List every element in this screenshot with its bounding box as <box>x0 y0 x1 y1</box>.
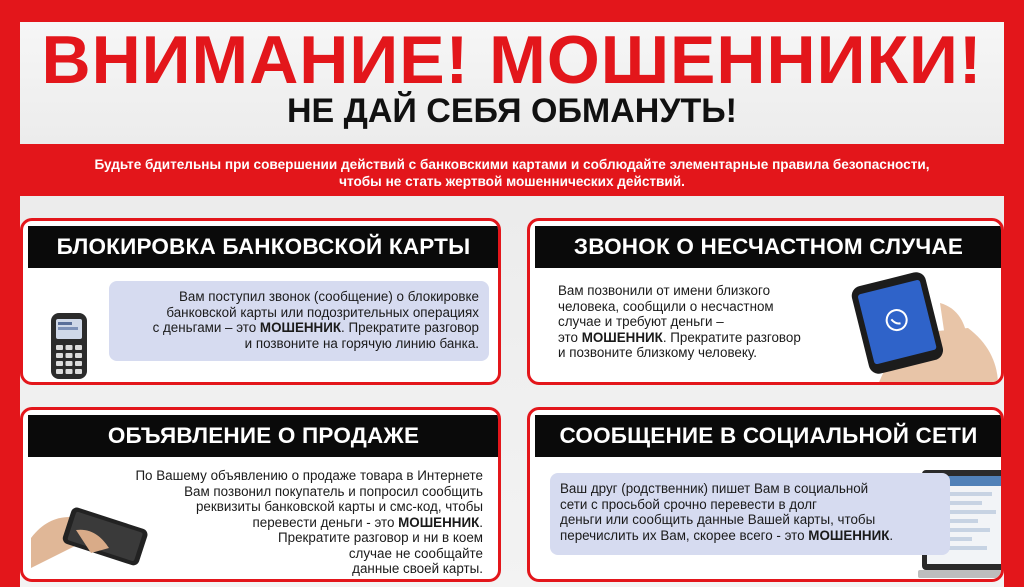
scam-keyword: МОШЕННИК <box>581 329 663 345</box>
card-text-line: сети с просьбой срочно перевести в долг <box>560 496 817 512</box>
card-card-social <box>527 407 1004 582</box>
smartphone-hand-icon <box>848 263 998 385</box>
card-text-line: и позвоните близкому человеку. <box>558 345 757 360</box>
scam-keyword: МОШЕННИК <box>259 320 342 335</box>
card-description <box>109 281 489 361</box>
card-card-block <box>20 218 501 385</box>
card-title: ЗВОНОК О НЕСЧАСТНОМ СЛУЧАЕ <box>535 226 1002 268</box>
card-text-line <box>119 320 479 336</box>
text-fragment: с деньгами – это <box>152 320 260 335</box>
card-text-line: данные своей карты. <box>352 561 483 576</box>
text-fragment: это <box>558 329 582 345</box>
card-text-line: случае и требуют деньги – <box>558 314 724 329</box>
card-text-line: Ваш друг (родственник) пишет Вам в социальной <box>560 481 869 496</box>
card-text-line: Прекратите разговор и ни в коем <box>278 530 483 545</box>
text-fragment: перевести деньги - это <box>252 514 399 530</box>
card-title: ОБЪЯВЛЕНИЕ О ПРОДАЖЕ <box>28 415 499 457</box>
text-fragment: . Прекратите разговор <box>662 329 801 345</box>
text-fragment: перечислить их Вам, скорее всего - это <box>560 527 809 543</box>
card-text-line: деньги или сообщить данные Вашей карты, чтобы <box>560 512 876 527</box>
card-text-line <box>560 528 940 544</box>
card-text-line <box>558 330 858 346</box>
card-text-line: Вам поступил звонок (сообщение) о блокировке <box>178 289 479 304</box>
card-text-line: По Вашему объявлению о продаже товара в Интернете <box>135 468 483 483</box>
card-text-line: и позвоните на горячую линию банка. <box>244 335 479 351</box>
intro-text <box>20 156 1004 190</box>
card-text-line <box>63 515 483 531</box>
text-fragment: . <box>889 527 894 543</box>
scam-keyword: МОШЕННИК <box>808 527 890 543</box>
card-text-line: Вам позвонили от имени близкого <box>558 283 771 298</box>
text-fragment: . <box>479 514 483 530</box>
card-description <box>63 468 483 577</box>
scam-keyword: МОШЕННИК <box>398 514 480 530</box>
card-text-line: банковской карты или подозрительных операциях <box>166 304 479 320</box>
cellphone-icon <box>48 311 90 381</box>
intro-line: чтобы не стать жертвой мошеннических действий. <box>339 174 685 189</box>
card-title: БЛОКИРОВКА БАНКОВСКОЙ КАРТЫ <box>28 226 499 268</box>
page-title: ВНИМАНИЕ! МОШЕННИКИ! <box>41 22 983 98</box>
text-fragment: . Прекратите разговор <box>341 320 479 335</box>
card-text-line: случае не сообщайте <box>348 545 483 561</box>
page-subtitle: НЕ ДАЙ СЕБЯ ОБМАНУТЬ! <box>286 92 738 130</box>
card-text-line: человека, сообщили о несчастном <box>558 298 774 314</box>
card-card-accident <box>527 218 1004 385</box>
card-text-line: реквизиты банковской карты и смс-код, чтобы <box>195 499 483 514</box>
card-description <box>550 473 950 555</box>
card-description <box>558 283 858 361</box>
card-title: СООБЩЕНИЕ В СОЦИАЛЬНОЙ СЕТИ <box>535 415 1002 457</box>
intro-line: Будьте бдительны при совершении действий с банковскими картами и соблюдайте элементарные правила безопасности, <box>94 157 930 172</box>
card-text-line: Вам позвонил покупатель и попросил сообщить <box>184 483 483 499</box>
card-card-sale <box>20 407 501 582</box>
